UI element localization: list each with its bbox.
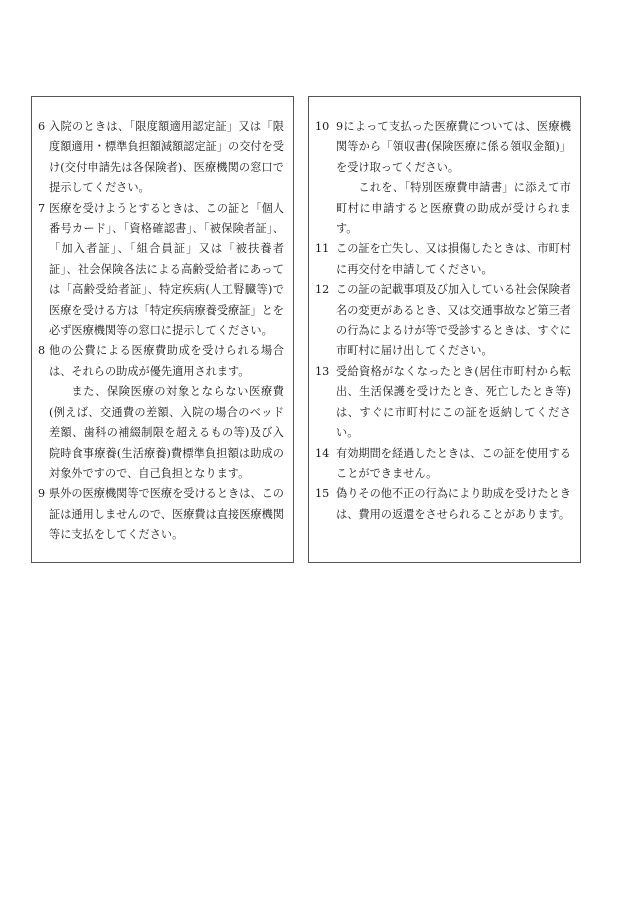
notice-item-11 xyxy=(315,239,571,280)
notice-box-right xyxy=(308,96,581,563)
item-text: 受給資格がなくなったとき(居住市町村から転出、生活保護を受けたとき、死亡したとき等)は、すぐに市町村にこの証を返納してください。 xyxy=(336,364,571,440)
item-text: 偽りその他不正の行為により助成を受けたときは、費用の返還をさせられることがあります。 xyxy=(336,487,571,521)
item-text: 9によって支払った医療費については、医療機関等から「領収書(保険医療に係る領収金額)」を受け取ってください。 xyxy=(336,120,571,174)
notice-item-8 xyxy=(38,341,284,484)
item-text: 有効期間を経過したときは、この証を使用することができません。 xyxy=(336,446,571,480)
item-text: この証の記載事項及び加入している社会保険者名の変更があるとき、又は交通事故など第三者の行為によるけが等で受診するときは、すぐに市町村に届け出してください。 xyxy=(336,283,571,358)
item-text: 他の公費による医療費助成を受けられる場合は、それらの助成が優先適用されます。 xyxy=(49,344,284,378)
notice-item-14 xyxy=(315,444,571,485)
notice-item-6 xyxy=(38,117,284,199)
notice-item-7 xyxy=(38,199,284,342)
item-text: 医療を受けようとするときは、この証と「個人番号カード」、「資格確認書」、「被保険者証」、「加入者証」、「組合員証」又は「被扶養者証」、社会保険各法による高齢受給者にあっては「高齢受給者証」、特定疾病(人工腎臓等)で医療を受ける方は「特定疾病療養受療証」とを必ず医療機関等の窓口に提示してください。 xyxy=(49,201,284,338)
item-text-paragraph: これを、「特別医療費申請書」に添えて市町村に申請すると医療費の助成が受けられます。 xyxy=(336,181,571,236)
item-text: この証を亡失し、又は損傷したときは、市町村に再交付を申請してください。 xyxy=(336,242,571,276)
item-number: 15 xyxy=(315,487,330,501)
notice-item-12 xyxy=(315,280,571,362)
item-number: 6 xyxy=(38,120,46,133)
notice-item-9 xyxy=(38,484,284,545)
item-number: 10 xyxy=(315,120,330,133)
item-text: 県外の医療機関等で医療を受けるときは、この証は通用しませんので、医療費は直接医療機関等に支払をしてください。 xyxy=(49,487,284,542)
item-number: 12 xyxy=(315,283,330,297)
item-number: 7 xyxy=(38,201,46,215)
notice-item-10 xyxy=(315,117,571,239)
item-text: 入院のときは、「限度額適用認定証」又は「限度額適用・標準負担額減額認定証」の交付を受け(交付申請先は各保険者)、医療機関の窓口で提示してください。 xyxy=(49,120,284,195)
item-number: 14 xyxy=(315,446,330,460)
item-number: 11 xyxy=(315,242,330,256)
notice-item-13 xyxy=(315,362,571,444)
item-number: 9 xyxy=(38,487,46,501)
item-number: 13 xyxy=(315,364,330,378)
item-text-paragraph: また、保険医療の対象とならない医療費(例えば、交通費の差額、入院の場合のベッド差額、歯科の補綴制限を超えるもの等)及び入院時食事療養(生活療養)費標準負担額は助成の対象外ですので、自己負担となります。 xyxy=(49,385,284,480)
notice-item-15 xyxy=(315,484,571,525)
item-number: 8 xyxy=(38,344,46,358)
notice-box-left xyxy=(31,96,294,563)
